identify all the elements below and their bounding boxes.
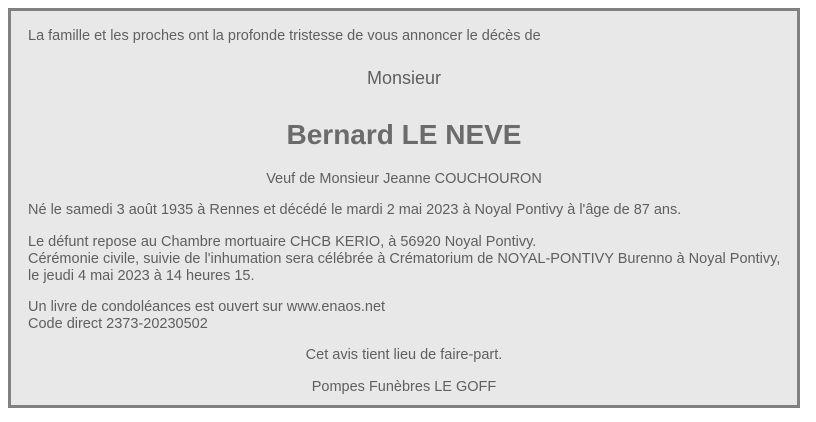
rest-place-line: Le défunt repose au Chambre mortuaire CHCB KERIO, à 56920 Noyal Pontivy. — [28, 234, 537, 250]
funeral-home: Pompes Funèbres LE GOFF — [311, 379, 497, 395]
spouse-line: Veuf de Monsieur Jeanne COUCHOURON — [266, 171, 542, 187]
ceremony-line: Cérémonie civile, suivie de l'inhumation sera célébrée à Crématorium de NOYAL-PONTIVY Burenno à Noyal Pontivy, — [28, 251, 781, 267]
condolence-line: Un livre de condoléances est ouvert sur www.enaos.net — [28, 299, 386, 315]
ceremony-date-line: le jeudi 4 mai 2023 à 14 heures 15. — [28, 268, 255, 284]
death-notice — [8, 8, 800, 408]
faire-part-line: Cet avis tient lieu de faire-part. — [305, 347, 503, 363]
direct-code: Code direct 2373-20230502 — [28, 316, 208, 332]
honorific: Monsieur — [366, 68, 442, 88]
intro-text: La famille et les proches ont la profonde tristesse de vous annoncer le décès de — [28, 28, 541, 44]
birth-death-line: Né le samedi 3 août 1935 à Rennes et décédé le mardi 2 mai 2023 à Noyal Pontivy à l'âge de 87 ans. — [28, 202, 682, 218]
deceased-name: Bernard LE NEVE — [286, 119, 522, 150]
